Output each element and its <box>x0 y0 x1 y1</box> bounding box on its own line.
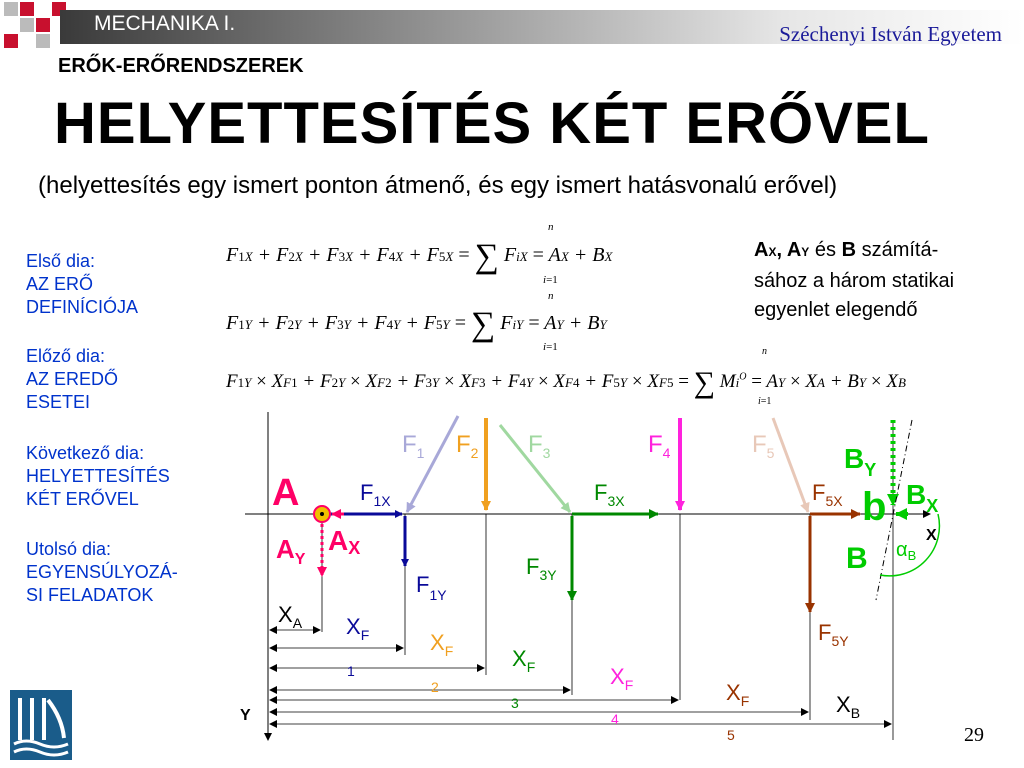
equation-x-sum: F1X + F2X + F3X + F4X + F5X = ∑ FiX = AX + BX <box>226 238 613 275</box>
page-subtitle: (helyettesítés egy ismert ponton átmenő, és egy ismert hatásvonalú erővel) <box>38 172 838 199</box>
label-XF5-num: 5 <box>727 727 735 743</box>
label-XA: $X_A$ <box>278 602 303 631</box>
label-XF1: $X_F$ <box>346 614 370 643</box>
sidebar-item-label: AZ ERŐ <box>26 274 94 294</box>
university-name: Széchenyi István Egyetem <box>779 22 1002 46</box>
sidebar-item-label: AZ EREDŐ <box>26 369 119 389</box>
label-XF3-num: 3 <box>511 695 519 711</box>
label-AX: AX <box>328 525 361 558</box>
university-logo <box>10 690 72 760</box>
sidebar-item-label: Előző dia: <box>26 346 106 366</box>
diagram-labels <box>240 431 938 743</box>
section-title: ERŐK-ERŐRENDSZEREK <box>58 55 304 77</box>
label-F3X: $F_{3X}$ <box>594 480 625 509</box>
label-F1: $F_1$ <box>402 431 425 461</box>
label-XF3: $X_F$ <box>512 646 536 675</box>
page-title: HELYETTESÍTÉS KÉT ERŐVEL <box>54 91 930 156</box>
sidebar-item-label: ESETEI <box>26 392 91 412</box>
course-title: MECHANIKA I. <box>94 12 236 35</box>
label-b: b <box>862 485 887 529</box>
label-alpha: $\alpha_B$ <box>896 539 917 563</box>
label-BX: $B_X$ <box>906 479 939 516</box>
label-AY: $A_Y$ <box>276 534 306 568</box>
label-XF4-num: 4 <box>611 711 619 727</box>
label-F3Y: $F_{3Y}$ <box>526 554 557 583</box>
label-F5: $F_5$ <box>752 431 775 461</box>
label-F4: $F_4$ <box>648 431 671 461</box>
label-F2: $F_2$ <box>456 431 479 461</box>
label-F5X: $F_{5X}$ <box>812 480 843 509</box>
note-text: AX, AY és B számítá- sához a három statikai egyenlet elegendő <box>754 239 955 321</box>
force-f5-arrow <box>773 418 808 512</box>
angle-arc <box>880 514 939 576</box>
sidebar-item-label: KÉT ERŐVEL <box>26 489 139 509</box>
label-y-axis: Y <box>240 707 251 724</box>
sidebar-item-label: Első dia: <box>26 251 96 271</box>
sidebar-item-label: SI FELADATOK <box>26 585 154 605</box>
sidebar-item-label: Utolsó dia: <box>26 539 112 559</box>
label-BY: $B_Y$ <box>844 443 877 480</box>
label-XF4: $X_F$ <box>610 664 634 693</box>
equation-y-sum: F1Y + F2Y + F3Y + F4Y + F5Y = ∑ FiY = AY + BY <box>226 306 607 343</box>
label-XF5: $X_F$ <box>726 680 750 709</box>
equation-moment: F1Y × XF1 + F2Y × XF2 + F3Y × XF3 + F4Y × XF4 + F5Y × XF5 = ∑ $Mi^O$ = AY × XA + BY × XB <box>226 366 906 399</box>
label-F3: $F_3$ <box>528 431 551 461</box>
label-F1X: $F_{1X}$ <box>360 480 391 509</box>
page-number: 29 <box>964 724 984 746</box>
label-A: A <box>272 472 300 514</box>
sidebar-item-label: Következő dia: <box>26 443 145 463</box>
label-XF1-num: 1 <box>347 663 355 679</box>
label-F1Y: $F_{1Y}$ <box>416 572 447 603</box>
sidebar-item-label: DEFINÍCIÓJA <box>26 297 139 317</box>
label-F5Y: $F_{5Y}$ <box>818 620 849 649</box>
label-x-axis: X <box>926 527 937 544</box>
label-B: B <box>846 542 868 575</box>
label-XB: $X_B$ <box>836 692 861 721</box>
sidebar-item-label: EGYENSÚLYOZÁ- <box>26 562 178 582</box>
sidebar-item-label: HELYETTESÍTÉS <box>26 466 170 486</box>
label-XF2: $X_F$ <box>430 630 454 659</box>
label-XF2-num: 2 <box>431 679 439 695</box>
